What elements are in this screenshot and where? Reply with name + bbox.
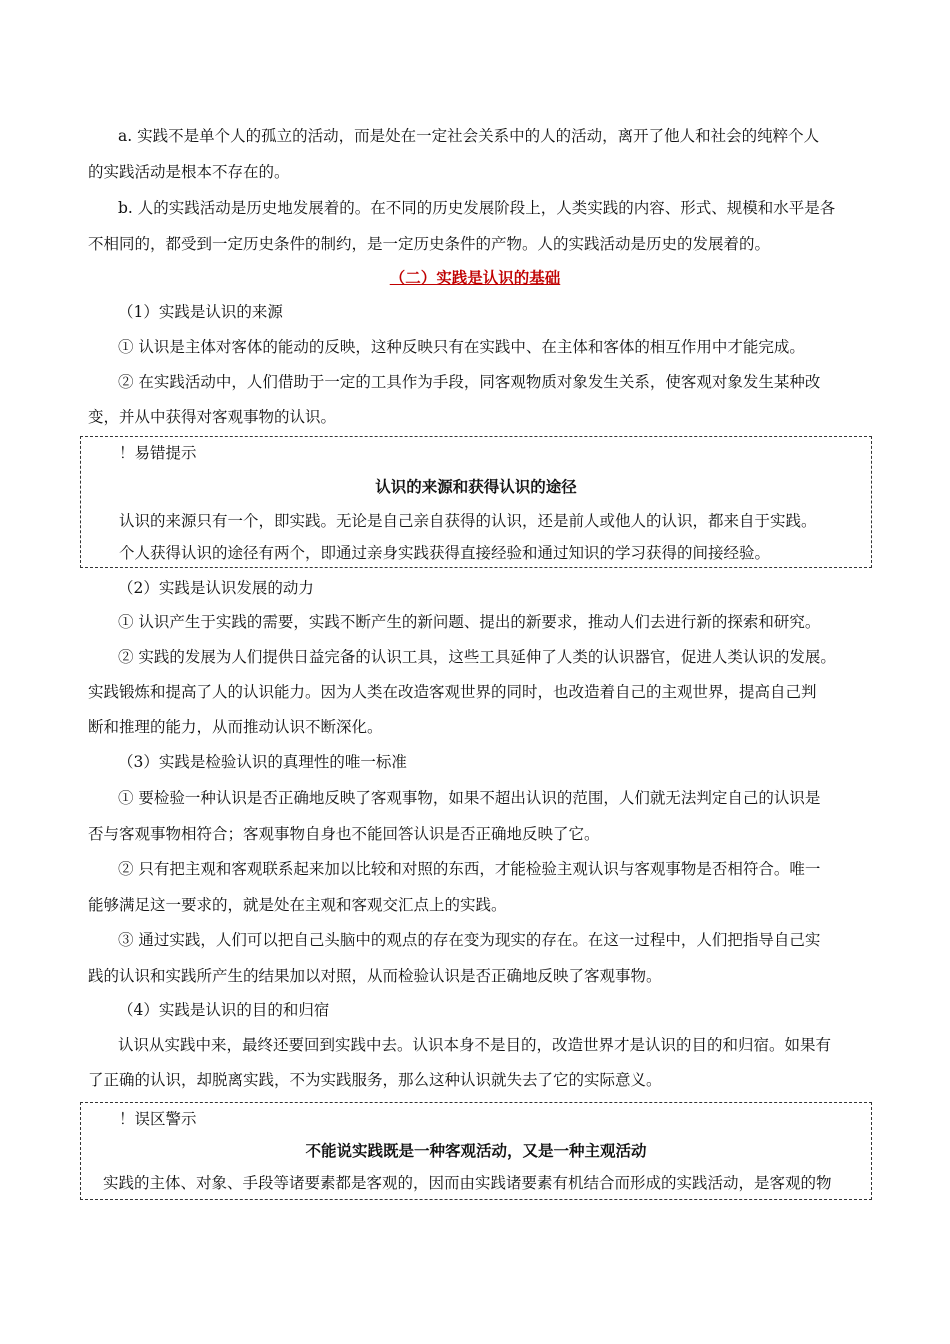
subsection-3-item3-line2: 践的认识和实践所产生的结果加以对照，从而检验认识是否正确地反映了客观事物。	[88, 967, 662, 985]
subsection-1-item1: ① 认识是主体对客体的能动的反映，这种反映只有在实践中、在主体和客体的相互作用中才能完成。	[118, 338, 805, 356]
paragraph-a-line2: 的实践活动是根本不存在的。	[88, 163, 290, 181]
subsection-3-item2-line2: 能够满足这一要求的，就是处在主观和客观交汇点上的实践。	[88, 896, 507, 914]
subsection-2-title: （2）实践是认识发展的动力	[118, 579, 314, 597]
misconception-warning-title: 不能说实践既是一种客观活动，又是一种主观活动	[305, 1141, 647, 1160]
error-tip-line2: 个人获得认识的途径有两个，即通过亲身实践获得直接经验和通过知识的学习获得的间接经验。	[119, 544, 771, 562]
misconception-warning-box	[80, 1102, 872, 1200]
misconception-warning-label: ！误区警示	[119, 1110, 197, 1128]
subsection-4-body-line1: 认识从实践中来，最终还要回到实践中去。认识本身不是目的，改造世界才是认识的目的和归宿。如果有	[118, 1036, 832, 1054]
subsection-2-item1: ① 认识产生于实践的需要，实践不断产生的新问题、提出的新要求，推动人们去进行新的探索和研究。	[118, 613, 821, 631]
paragraph-b-line1: b. 人的实践活动是历史地发展着的。在不同的历史发展阶段上，人类实践的内容、形式、规模和水平是各	[118, 199, 836, 217]
paragraph-b-line2: 不相同的，都受到一定历史条件的制约，是一定历史条件的产物。人的实践活动是历史的发展着的。	[88, 235, 771, 253]
subsection-1-title: （1）实践是认识的来源	[118, 303, 283, 321]
subsection-3-title: （3）实践是检验认识的真理性的唯一标准	[118, 753, 407, 771]
subsection-2-item2-line2: 实践锻炼和提高了人的认识能力。因为人类在改造客观世界的同时，也改造着自己的主观世界，提高自己判	[88, 683, 817, 701]
error-tip-title: 认识的来源和获得认识的途径	[375, 477, 577, 496]
subsection-1-item2-line2: 变，并从中获得对客观事物的认识。	[88, 408, 337, 426]
misconception-warning-line1: 实践的主体、对象、手段等诸要素都是客观的，因而由实践诸要素有机结合而形成的实践活动，是客观的物	[103, 1174, 832, 1192]
subsection-4-body-line2: 了正确的认识，却脱离实践，不为实践服务，那么这种认识就失去了它的实际意义。	[88, 1071, 662, 1089]
paragraph-a-line1: a. 实践不是单个人的孤立的活动，而是处在一定社会关系中的人的活动，离开了他人和社会的纯粹个人	[118, 127, 820, 145]
error-tip-label: ！易错提示	[119, 444, 197, 462]
section-heading: （二）实践是认识的基础	[389, 268, 561, 287]
error-tip-box	[80, 436, 872, 568]
subsection-2-item2-line3: 断和推理的能力，从而推动认识不断深化。	[88, 718, 383, 736]
subsection-2-item2-line1: ② 实践的发展为人们提供日益完备的认识工具，这些工具延伸了人类的认识器官，促进人类认识的发展。	[118, 648, 836, 666]
subsection-4-title: （4）实践是认识的目的和归宿	[118, 1001, 330, 1019]
subsection-3-item2-line1: ② 只有把主观和客观联系起来加以比较和对照的东西，才能检验主观认识与客观事物是否相符合。唯一	[118, 860, 821, 878]
error-tip-line1: 认识的来源只有一个，即实践。无论是自己亲自获得的认识，还是前人或他人的认识，都来自于实践。	[119, 512, 817, 530]
subsection-3-item3-line1: ③ 通过实践，人们可以把自己头脑中的观点的存在变为现实的存在。在这一过程中，人们把指导自己实	[118, 931, 821, 949]
subsection-3-item1-line1: ① 要检验一种认识是否正确地反映了客观事物，如果不超出认识的范围，人们就无法判定自己的认识是	[118, 789, 821, 807]
subsection-3-item1-line2: 否与客观事物相符合；客观事物自身也不能回答认识是否正确地反映了它。	[88, 825, 600, 843]
subsection-1-item2-line1: ② 在实践活动中，人们借助于一定的工具作为手段，同客观物质对象发生关系，使客观对象发生某种改	[118, 373, 821, 391]
